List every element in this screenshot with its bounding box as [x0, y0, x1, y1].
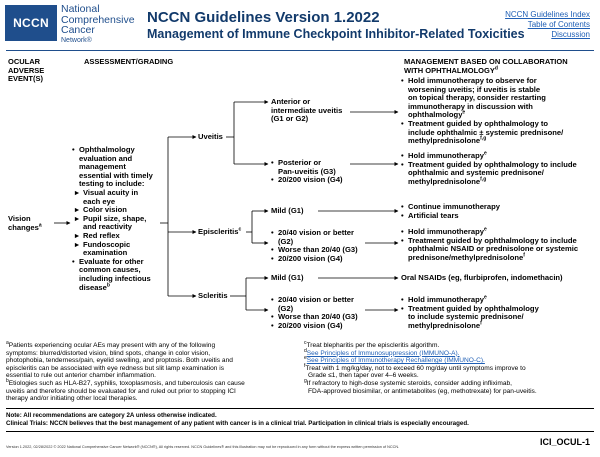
table-of-contents-link[interactable]: Table of Contents	[527, 20, 590, 29]
vision-changes-event: Vision changes$^a$	[8, 214, 42, 232]
footnote-e: $^e$See Principles of Immunotherapy Rechallenge (IMMUNO-C).	[304, 355, 485, 365]
footnote-g: $^g$If refractory to high-dose systemic steroids, consider adding infliximab, FDA-approved biosimilar, or antimetabolites (eg, methotrexate) for pan-uveitis.	[304, 377, 537, 395]
management-scleritis-mild: Oral NSAIDs (eg, flurbiprofen, indomethacin)	[401, 273, 563, 282]
footnotes-right	[304, 339, 596, 395]
notes-box	[6, 412, 594, 428]
footnote-b: $^b$Etiologies such as HLA-B27, syphilis, toxoplasmosis, and tuberculosis can cause uveitis and therefore should be evaluated for and ruled out prior to stopping ICI therapy and/or initiating other local therapies.	[6, 377, 245, 403]
management-episcleritis-mild: • Continue immunotherapy • Artificial tears	[401, 203, 597, 220]
page-subtitle: Management of Immune Checkpoint Inhibitor-Related Toxicities	[147, 27, 525, 41]
version-copyright: Version 1.2022, 02/28/2022 © 2022 National Comprehensive Cancer Network® (NCCN®), All rights reserved. NCCN Guidelines® and this illustration may not be reproduced in any form without the express written permission of NCCN.	[6, 445, 400, 449]
management-scleritis-severe: • Hold immunotherapy$^e$ • Treatment guided by ophthalmology to include systemic prednisone/ methylprednisolone$^f$	[401, 296, 597, 330]
condition-episcleritis: Episcleritis$^c$	[198, 226, 242, 236]
column-header-assessment: ASSESSMENT/GRADING	[84, 57, 174, 66]
column-header-management: MANAGEMENT BASED ON COLLABORATION WITH OPHTHALMOLOGY$^d$	[404, 57, 568, 75]
grade-scleritis-severe: • 20/40 vision or better (G2) • Worse than 20/40 (G3) • 20/200 vision (G4)	[271, 296, 358, 330]
condition-uveitis: Uveitis	[198, 132, 223, 141]
management-uveitis-anterior: • Hold immunotherapy to observe for worsening uveitis; if uveitis is stable on topical therapy, consider restarting immunotherapy in discussion with ophthalmology$^e$ • Treatment guided by ophthalmology to include ophthalmic ± systemic prednisone/ methylprednisolone$^{f,g}$	[401, 77, 597, 146]
footnote-a: $^a$Patients experiencing ocular AEs may present with any of the following symptoms: blurred/distorted vision, blind spots, change in color vision, photophobia, tenderness/pain, eyelid swelling, and proptosis. Both uveitis and episcleritis can be associated with eye redness but slit lamp examination is essential to rule out anterior chamber inflammation.	[6, 339, 233, 380]
notes-top-divider	[6, 408, 594, 409]
grade-uveitis-posterior: • Posterior or Pan-uveitis (G3) • 20/200 vision (G4)	[271, 159, 343, 185]
note-category: Note: All recommendations are category 2A unless otherwise indicated.	[6, 412, 217, 419]
notes-bottom-divider	[6, 431, 594, 432]
column-header-adverse-event: OCULAR ADVERSE EVENT(S)	[8, 57, 45, 83]
grade-episcleritis-severe: • 20/40 vision or better (G2) • Worse than 20/40 (G3) • 20/200 vision (G4)	[271, 229, 358, 263]
footnote-d: $^d$See Principles of Immunosuppression (IMMUNO-A).	[304, 347, 460, 357]
grade-uveitis-anterior: Anterior or intermediate uveitis (G1 or G2)	[271, 97, 343, 124]
management-episcleritis-severe: • Hold immunotherapy$^e$ • Treatment guided by ophthalmology to include ophthalmic NSAID or prednisolone or systemic prednisone/methylprednisolone$^f$	[401, 228, 597, 262]
assessment-subitem: ▸ Color vision	[75, 206, 162, 215]
footnote-c: $^c$Treat blepharitis per the episcleritis algorithm.	[304, 339, 440, 349]
nccn-logo-text: National Comprehensive Cancer Network®	[61, 3, 135, 44]
assessment-item-other-causes: • Evaluate for other common causes, including infectious disease$^b$	[72, 258, 162, 292]
footnotes-left	[6, 339, 298, 403]
assessment-subitem: ▸ Red reflex	[75, 232, 162, 241]
footnote-f: $^f$Treat with 1 mg/kg/day, not to exceed 60 mg/day until symptoms improve to Grade ≤1, then taper over 4–6 weeks.	[304, 362, 526, 380]
grade-scleritis-mild: Mild (G1)	[271, 273, 304, 282]
assessment-list	[72, 146, 162, 292]
page-title: NCCN Guidelines Version 1.2022	[147, 9, 380, 26]
discussion-link[interactable]: Discussion	[551, 30, 590, 39]
assessment-item-ophthalmology: • Ophthalmology evaluation and management essential with timely testing to include: ▸ Visual acuity in each eye ▸ Color vision ▸ Pupil size, shape, and reactivity ▸ Red reflex ▸ Fundoscopic examination	[72, 146, 162, 258]
page-code: ICI_OCUL-1	[539, 437, 590, 447]
rechallenge-link[interactable]: See Principles of Immunotherapy Rechallenge (IMMUNO-C).	[306, 357, 485, 365]
assessment-subitem: ▸ Visual acuity in each eye	[75, 189, 162, 206]
guidelines-index-link[interactable]: NCCN Guidelines Index	[505, 10, 590, 19]
assessment-subitem: ▸ Pupil size, shape, and reactivity	[75, 215, 162, 232]
grade-episcleritis-mild: Mild (G1)	[271, 206, 304, 215]
assessment-subitem: ▸ Fundoscopic examination	[75, 241, 162, 258]
note-clinical-trials: Clinical Trials: NCCN believes that the best management of any patient with cancer is in a clinical trial. Participation in clinical trials is especially encouraged.	[6, 420, 469, 427]
management-uveitis-posterior: • Hold immunotherapy$^e$ • Treatment guided by ophthalmology to include ophthalmic and systemic prednisone/ methylprednisolone$^{f,g}$	[401, 152, 597, 186]
immunosuppression-link[interactable]: See Principles of Immunosuppression (IMMUNO-A).	[306, 349, 460, 357]
nccn-logo: NCCN	[5, 5, 57, 41]
condition-scleritis: Scleritis	[198, 291, 228, 300]
